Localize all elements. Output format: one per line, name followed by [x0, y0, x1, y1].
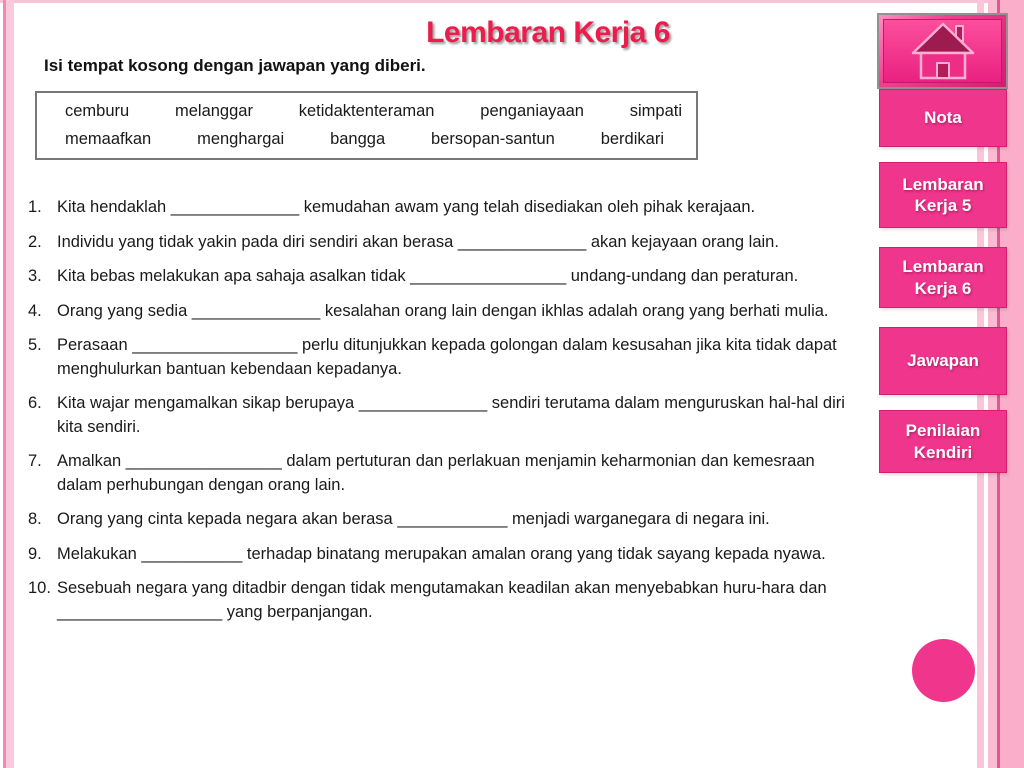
question-list: [28, 196, 854, 635]
word-bank-row-2: [37, 130, 696, 149]
word-bank-word: memaafkan: [65, 130, 152, 148]
nav-button-label: Nota: [924, 108, 962, 128]
nav-button-label: Lembaran Kerja 6: [902, 257, 984, 298]
question-5: [28, 334, 854, 381]
word-bank-word: simpati: [629, 102, 682, 120]
nav-button-label: Jawapan: [907, 351, 979, 371]
question-8: [28, 508, 854, 532]
question-number: 2.: [28, 232, 42, 251]
top-border-stripe: [0, 0, 1024, 3]
question-text: Sesebuah negara yang ditadbir dengan tidak mengutamakan keadilan akan menyebabkan huru-hara dan __________________ yang berpanjangan.: [57, 579, 827, 621]
word-bank-word: penganiayaan: [480, 102, 584, 120]
sidebar-item-nota[interactable]: [879, 89, 1007, 147]
sidebar-item-lembaran-kerja-5[interactable]: [879, 162, 1007, 228]
question-text: Kita hendaklah ______________ kemudahan awam yang telah disediakan oleh pihak kerajaan.: [57, 198, 756, 216]
question-number: 6.: [28, 394, 42, 412]
question-text: Melakukan ___________ terhadap binatang merupakan amalan orang yang tidak sayang kepada nyawa.: [57, 544, 826, 563]
question-2: [28, 231, 854, 255]
question-number: 9.: [28, 544, 42, 563]
sidebar-item-jawapan[interactable]: [879, 327, 1007, 395]
word-bank-word: berdikari: [600, 130, 664, 148]
question-text: Kita bebas melakukan apa sahaja asalkan tidak _________________ undang-undang dan peraturan.: [57, 267, 799, 285]
question-text: Kita wajar mengamalkan sikap berupaya ______________ sendiri terutama dalam menguruskan hal-hal diri kita sendiri.: [57, 394, 845, 436]
sidebar-item-lembaran-kerja-6[interactable]: [879, 247, 1007, 308]
question-text: Perasaan __________________ perlu ditunjukkan kepada golongan dalam kesusahan jika kita tidak dapat menghulurkan bantuan kebendaan kepadanya.: [57, 336, 837, 378]
sidebar-item-penilaian-kendiri[interactable]: [879, 410, 1007, 473]
question-number: 5.: [28, 336, 42, 354]
word-bank-word: bersopan-santun: [431, 130, 555, 148]
word-bank-word: cemburu: [65, 102, 130, 120]
left-stripe-light: [6, 0, 14, 768]
question-text: Amalkan _________________ dalam pertuturan dan perlakuan menjamin keharmonian dan kemesraan dalam perhubungan dengan orang lain.: [57, 452, 815, 494]
question-1: [28, 196, 854, 220]
question-3: [28, 265, 854, 289]
question-6: [28, 392, 854, 439]
question-number: 10.: [28, 579, 51, 597]
home-icon: [907, 22, 979, 80]
question-text: Individu yang tidak yakin pada diri sendiri akan berasa ______________ akan kejayaan orang lain.: [57, 232, 779, 251]
question-4: [28, 300, 854, 324]
question-number: 8.: [28, 510, 42, 528]
nav-button-label: Lembaran Kerja 5: [902, 174, 984, 215]
word-bank: [35, 91, 698, 160]
home-button[interactable]: [877, 13, 1008, 89]
instruction-text: Isi tempat kosong dengan jawapan yang diberi.: [44, 56, 426, 75]
question-number: 4.: [28, 301, 42, 320]
question-10: [28, 577, 854, 624]
question-text: Orang yang cinta kepada negara akan berasa ____________ menjadi warganegara di negara ini.: [57, 510, 770, 528]
question-7: [28, 450, 854, 497]
word-bank-word: bangga: [330, 130, 386, 148]
question-number: 3.: [28, 267, 42, 285]
question-9: [28, 543, 854, 567]
home-button-face: [883, 19, 1002, 83]
question-number: 7.: [28, 452, 42, 470]
nav-button-label: Penilaian Kendiri: [905, 421, 981, 462]
question-number: 1.: [28, 198, 42, 216]
decorative-circle: [912, 639, 975, 702]
word-bank-row-1: [37, 102, 696, 121]
question-text: Orang yang sedia ______________ kesalahan orang lain dengan ikhlas adalah orang yang berhati mulia.: [57, 301, 829, 320]
page-title: Lembaran Kerja 6: [426, 16, 670, 49]
word-bank-word: melanggar: [174, 102, 253, 120]
word-bank-word: menghargai: [197, 130, 285, 148]
word-bank-word: ketidaktenteraman: [298, 102, 435, 120]
